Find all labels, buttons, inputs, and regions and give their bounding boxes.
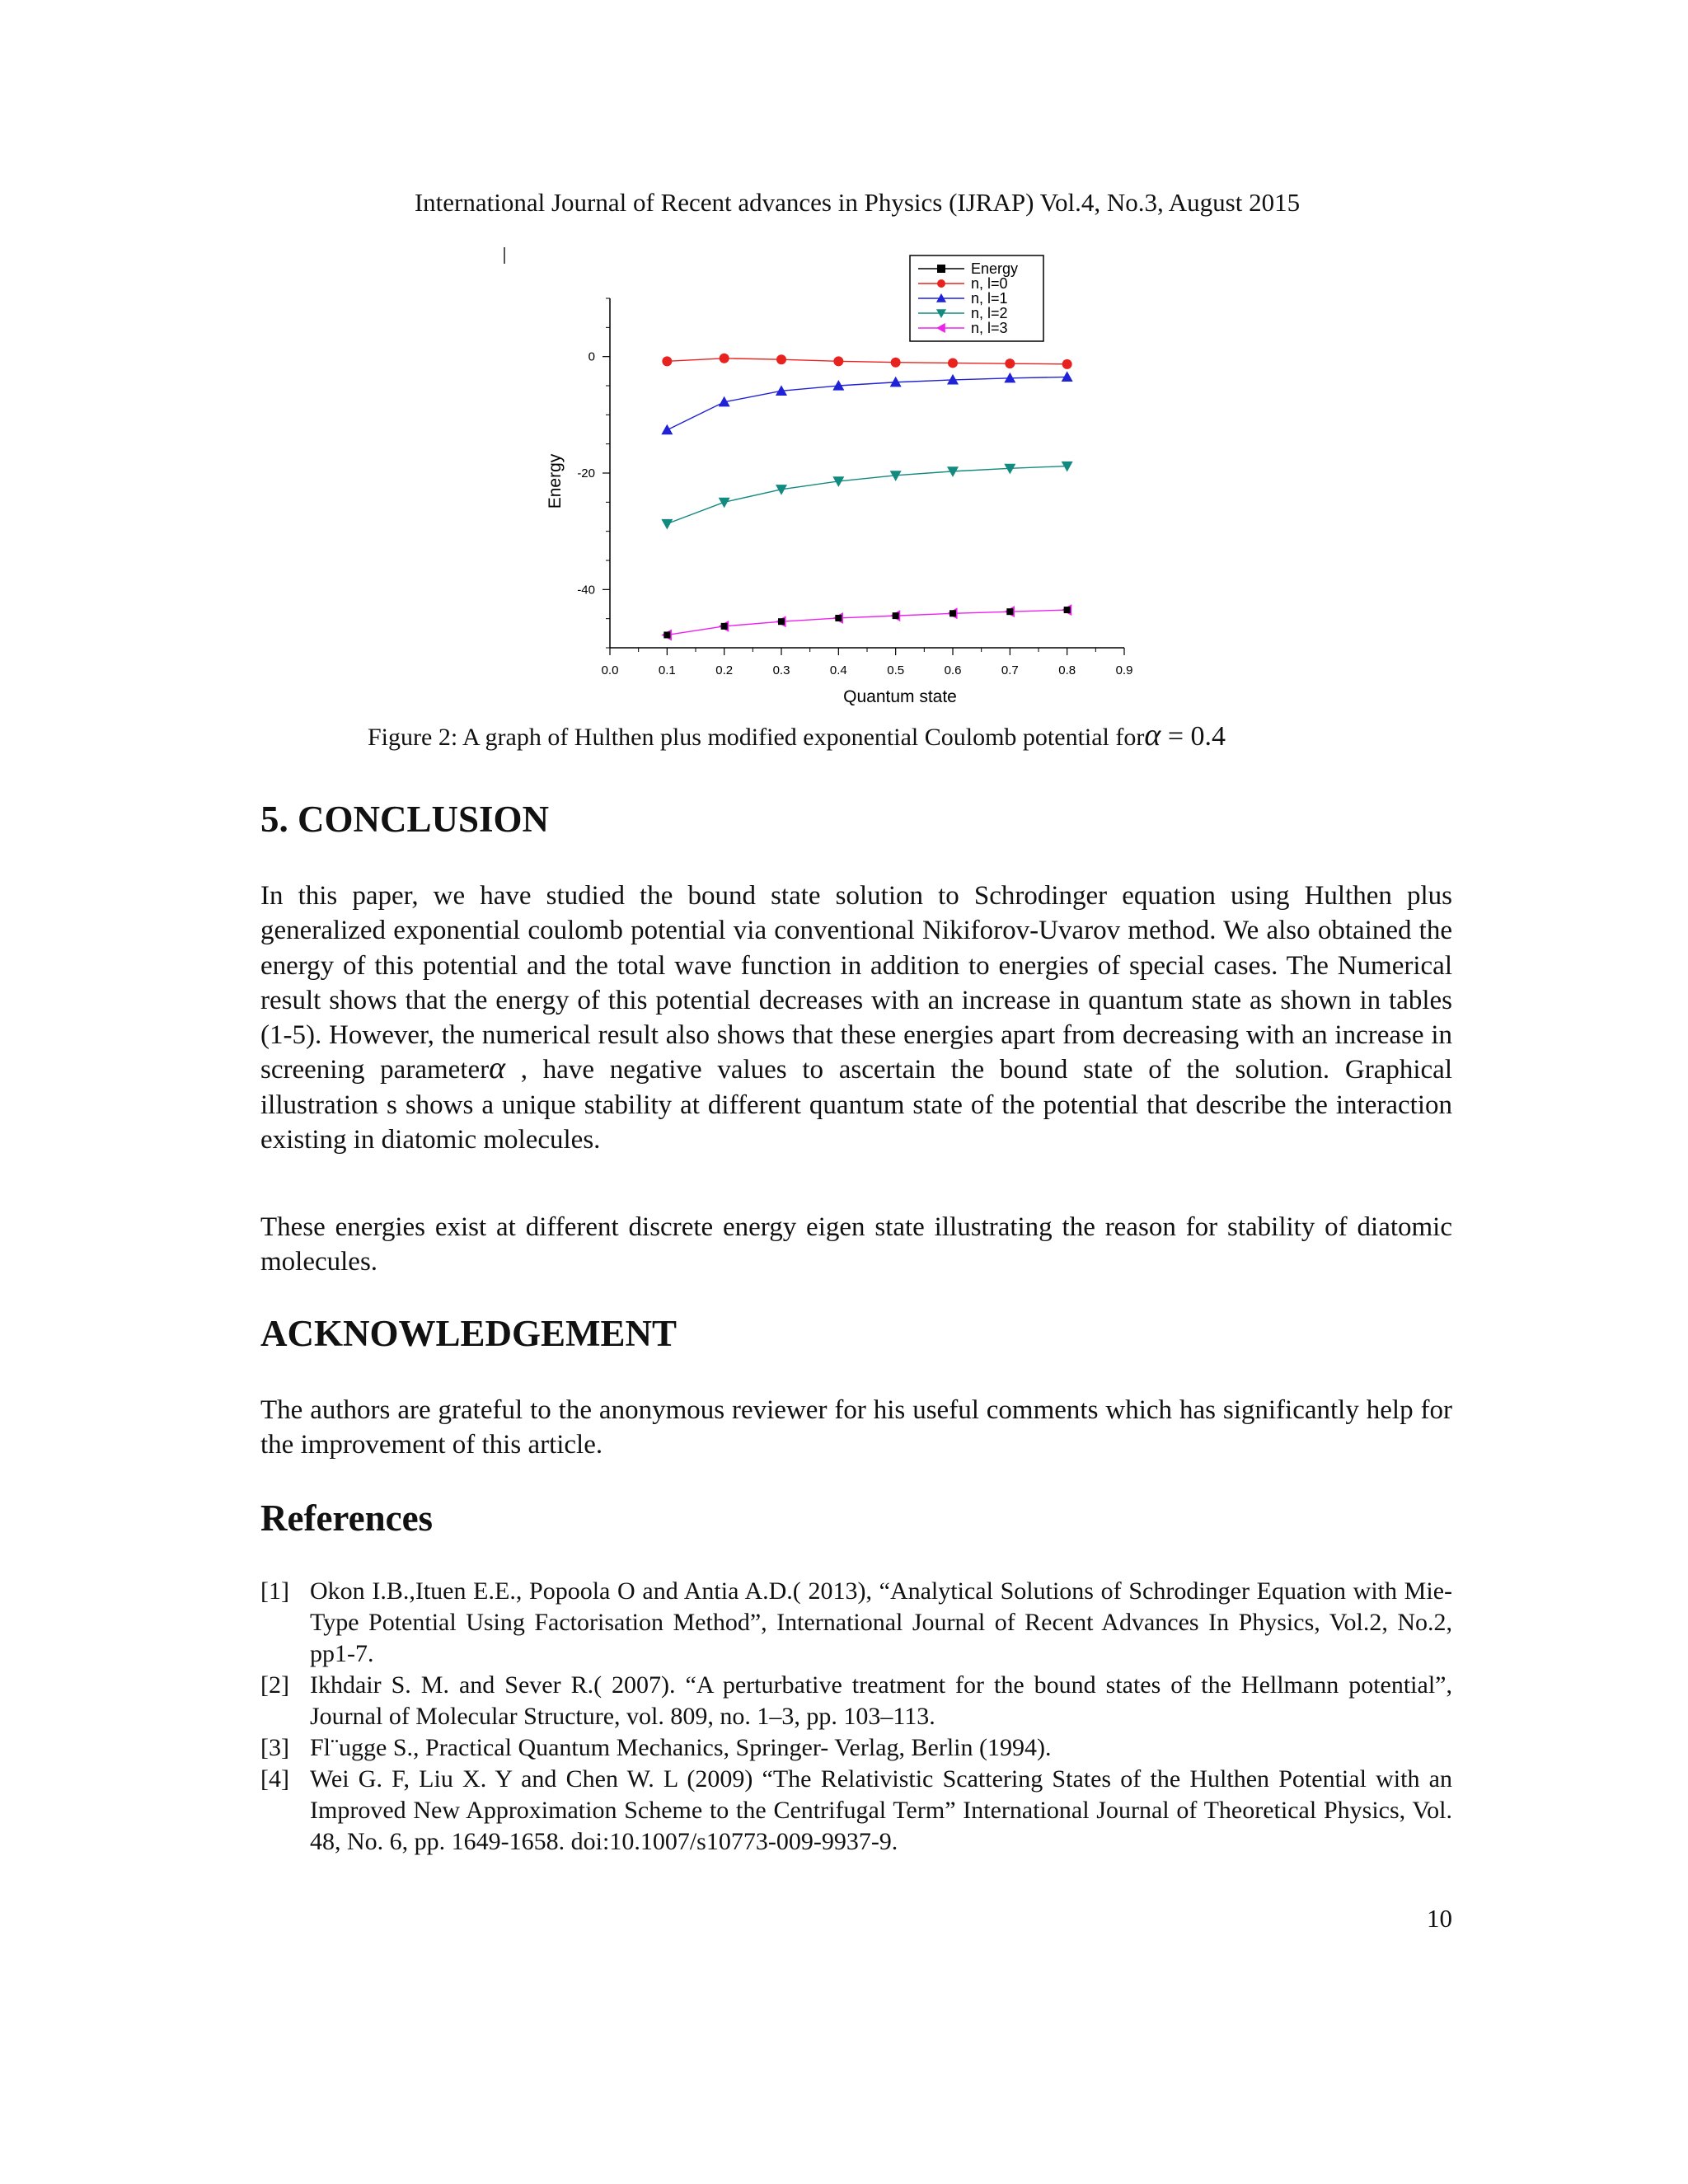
x-tick-label: 0.3: [772, 663, 790, 677]
data-point-n-l-0: [1062, 359, 1072, 369]
data-point-n-l-0: [948, 358, 958, 368]
x-tick-label: 0.8: [1058, 663, 1076, 677]
reference-list: [260, 1576, 1452, 1858]
y-tick-label: 0: [588, 349, 595, 364]
data-point-n-l-2: [661, 519, 673, 530]
x-tick-label: 0.7: [1001, 663, 1019, 677]
conclusion-p1-text: In this paper, we have studied the bound state solution to Schrodinger equation using Hulthen plus generalized exponential coulomb potential via conventional Nikiforov-Uvarov method. We also obtained the energy of this potential and the total wave function in addition to energies of special cases. The Numerical result shows that the energy of this potential decreases with an increase in quantum state as shown in tables (1-5). However, the numerical result also shows that these energies apart from decreasing with an increase in screening parameter: [260, 881, 1452, 1085]
x-tick-label: 0.6: [944, 663, 962, 677]
conclusion-heading: 5. CONCLUSION: [260, 799, 550, 840]
reference-item: [260, 1764, 1452, 1858]
reference-text: Fl¨ugge S., Practical Quantum Mechanics, Springer- Verlag, Berlin (1994).: [310, 1734, 1052, 1761]
figure-caption: [368, 719, 1439, 754]
data-point-energy: [950, 610, 956, 616]
data-point-energy: [893, 612, 899, 619]
conclusion-p1-text-end: , have negative values to ascertain the bound state of the solution. Graphical illustration s shows a unique stability at different quantum state of the potential that describe the interaction existing in diatomic molecules.: [260, 1055, 1452, 1155]
data-point-n-l-1: [661, 424, 673, 435]
data-point-energy: [1006, 608, 1013, 615]
reference-text: Ikhdair S. M. and Sever R.( 2007). “A perturbative treatment for the bound states of the Hellmann potential”, Journal of Molecular Structure, vol. 809, no. 1–3, pp. 103–113.: [310, 1671, 1452, 1730]
data-point-n-l-0: [720, 354, 729, 363]
data-point-energy: [778, 618, 785, 625]
acknowledgement-heading: ACKNOWLEDGEMENT: [260, 1313, 678, 1354]
caption-alpha-value: = 0.4: [1160, 721, 1226, 752]
x-tick-label: 0.4: [829, 663, 847, 677]
references-heading: References: [260, 1497, 434, 1539]
legend-label: n, l=1: [971, 290, 1008, 307]
x-tick-label: 0.0: [601, 663, 619, 677]
conclusion-alpha-symbol: α: [489, 1051, 506, 1086]
reference-item: [260, 1732, 1452, 1764]
y-axis-label: Energy: [546, 453, 565, 509]
x-tick-label: 0.5: [887, 663, 905, 677]
caption-text: Figure 2: A graph of Hulthen plus modified exponential Coulomb potential for: [368, 724, 1145, 751]
reference-item: [260, 1576, 1452, 1670]
data-point-n-l-2: [719, 498, 730, 509]
chart-legend: [910, 255, 1043, 341]
x-axis-label: Quantum state: [843, 687, 957, 706]
chart-series: [661, 354, 1072, 641]
reference-number: [2]: [260, 1671, 289, 1699]
running-head: International Journal of Recent advances in Physics (IJRAP) Vol.4, No.3, August 2015: [414, 188, 1301, 217]
reference-text: Okon I.B.,Ituen E.E., Popoola O and Antia A.D.( 2013), “Analytical Solutions of Schrodinger Equation with Mie-Type Potential Using Factorisation Method”, International Journal of Recent Advances In Physics, Vol.2, No.2, pp1-7.: [310, 1577, 1452, 1667]
reference-number: [4]: [260, 1765, 289, 1793]
stray-mark: [504, 247, 505, 264]
conclusion-paragraph-1: [260, 879, 1452, 1157]
x-tick-label: 0.1: [658, 663, 676, 677]
data-point-energy: [835, 615, 842, 621]
page-number: 10: [1427, 1904, 1452, 1933]
data-point-n-l-0: [833, 356, 843, 366]
y-tick-label: -40: [577, 583, 595, 598]
conclusion-paragraph-2: These energies exist at different discrete energy eigen state illustrating the reason for stability of diatomic molecules.: [260, 1212, 1452, 1277]
x-tick-label: 0.9: [1115, 663, 1133, 677]
legend-marker: [937, 265, 945, 273]
data-point-n-l-0: [662, 356, 672, 366]
legend-label: n, l=3: [971, 320, 1008, 336]
x-tick-label: 0.2: [715, 663, 734, 677]
data-point-energy: [721, 623, 728, 630]
energy-chart: [528, 247, 1170, 709]
reference-item: [260, 1670, 1452, 1732]
caption-alpha-symbol: α: [1144, 718, 1161, 752]
data-point-energy: [663, 631, 670, 638]
data-point-n-l-0: [891, 358, 901, 368]
legend-label: n, l=2: [971, 305, 1008, 321]
y-tick-label: -20: [577, 466, 595, 480]
acknowledgement-text: The authors are grateful to the anonymous reviewer for his useful comments which has significantly help for the improvement of this article.: [260, 1395, 1452, 1460]
reference-text: Wei G. F, Liu X. Y and Chen W. L (2009) “The Relativistic Scattering States of the Hulthen Potential with an Improved New Approximation Scheme to the Centrifugal Term” International Journal of Theoretical Physics, Vol. 48, No. 6, pp. 1649-1658. doi:10.1007/s10773-009-9937-9.: [310, 1765, 1452, 1855]
data-point-energy: [1064, 607, 1071, 613]
data-point-n-l-0: [1005, 359, 1015, 368]
reference-number: [1]: [260, 1577, 289, 1605]
legend-marker: [937, 279, 945, 288]
legend-label: Energy: [971, 260, 1019, 277]
legend-label: n, l=0: [971, 275, 1008, 292]
series-line-n-l-2: [667, 466, 1067, 524]
data-point-n-l-0: [776, 354, 786, 364]
data-point-n-l-1: [1062, 371, 1073, 382]
reference-number: [3]: [260, 1734, 289, 1761]
